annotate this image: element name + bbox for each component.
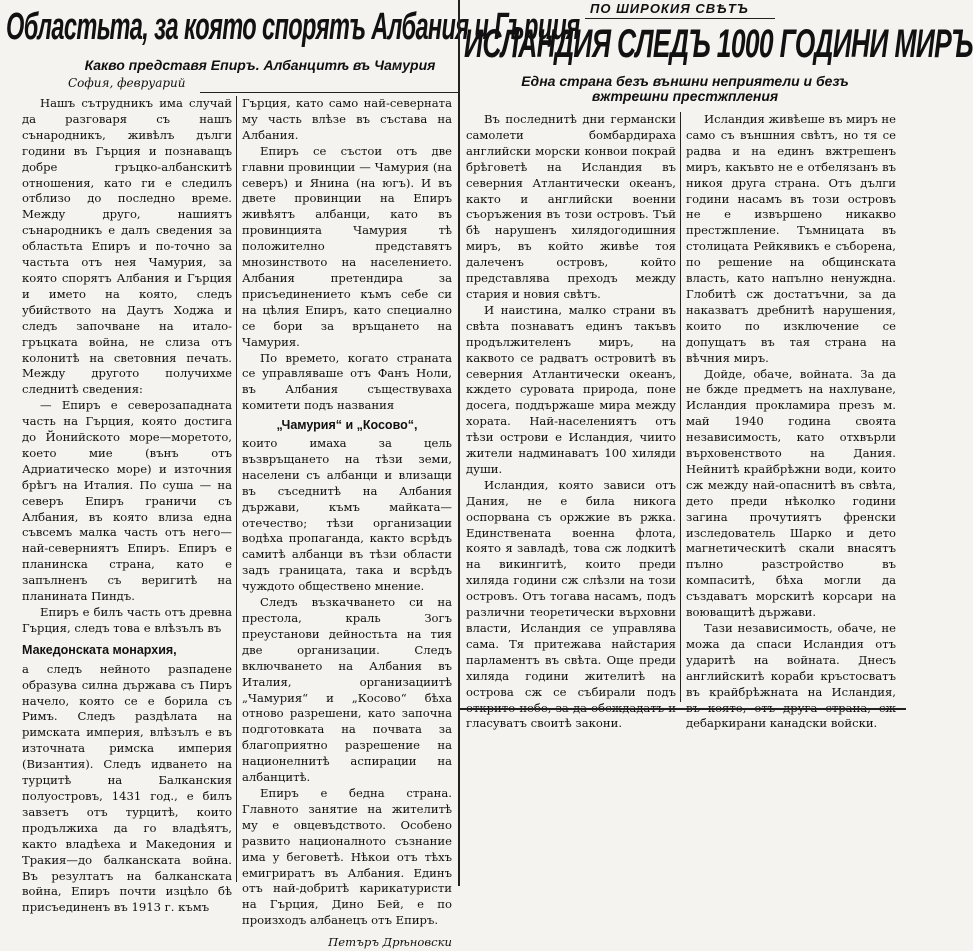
right-column-4 xyxy=(686,112,896,731)
article-bottom-rule xyxy=(460,708,906,710)
article-divider xyxy=(458,0,460,886)
paragraph: Епиръ е билъ часть отъ древна Гърция, следъ това е влѣзълъ въ xyxy=(22,605,232,635)
left-headline: Областьта, за която спорятъ Албания и Гърция xyxy=(6,6,580,48)
paragraph: И наистина, малко страни въ свѣта познаватъ единъ такъвъ продължителенъ миръ, на каквото се радватъ островитѣ въ северния Атлантически океанъ, кждето суровата природа, поне досега, поддържаше мира между хората. Най-населениятъ отъ тѣзи острови е Исландия, чиито жители надминаватъ 100 хиляди души. xyxy=(466,302,676,476)
right-subheadline: Една страна безъ външни неприятели и безъ вжтрешни престжпления xyxy=(521,73,849,104)
paragraph: Епиръ се състои отъ две главни провинции — Чамурия (на северъ) и Янина (на югъ). И въ двете провинции на Епиръ живѣятъ албанци, като въ провинцията Чамурия тѣ положително представятъ мнозинството на населението. Албания претендира за присъединението къмъ себе си на цѣлия Епиръ, като специално се бори за връщането на Чамурия. xyxy=(242,143,452,349)
paragraph: а следъ нейното разпадене образува силна държава съ Пиръ начело, която се е борила съ Римъ. Следъ раздѣлата на римската империя, влѣзълъ е въ източната римска империя (Византия). Следъ идването на турцитѣ на Балканския полуостровъ, 1431 год., е билъ завзетъ отъ турцитѣ, които продължиха да го владѣятъ, както владѣеха и Македония и Тракия—до балканската война. Въ резултатъ на балканската война, Епиръ почти изцѣло бѣ присъединенъ въ 1913 г. къмъ xyxy=(22,661,232,915)
dateline: София, февруарий xyxy=(68,76,186,90)
paragraph: По времето, когато страната се управляваше отъ Фанъ Ноли, въ Албания съществуваха комитети подъ названия xyxy=(242,350,452,413)
paragraph: Епиръ е бедна страна. Главното занятие на жителитѣ му е овцевъдството. Особено развито националното съзнание има у беговетѣ. Нѣкои отъ тѣхъ емигриратъ въ Албания. Единъ отъ най-добритѣ карикатуристи на Гърция, Дино Бей, е по произходъ албанецъ отъ Епиръ. xyxy=(242,785,452,928)
author-signature: Петъръ Дрѣновски xyxy=(328,935,452,950)
paragraph: Следъ възкачването си на престола, краль Зогъ преустанови дейностьта на тия две организации. Следъ включването на Албания въ Италия, организациитѣ „Чамурия“ и „Косово“ бѣха отново разрешени, като започна подготовката на почвата за благоприятно разрешение на национелнитѣ аспирации на албанцитѣ. xyxy=(242,595,452,785)
paragraph: които имаха за цель възвръщането на тѣзи земи, населени съ албанци и влизащи въ съседнитѣ на Албания държави, къмъ майката—отечество; тѣзи организации водѣха пропаганда, както всрѣдъ самитѣ албанци въ тѣзи области задъ границата, така и всрѣдъ чуждото обществено мнение. xyxy=(242,436,452,594)
left-column-2 xyxy=(242,96,452,950)
paragraph: Дойде, обаче, войната. За да не бжде предметъ на нахлуване, Исландия прокламира презъ м. май 1940 година своята независимость, като отхвърли върховенството на Дания. Нейнитѣ крайбрѣжни води, които сж между най-опаснитѣ въ свѣта, дето преди нѣколко години загина прочутиятъ френски изследователь Шарко и дето магнетическитѣ скали внасятъ пълно разстройство въ компаситѣ, бѣха могли да създаватъ морскитѣ корсари на воюващитѣ държави. xyxy=(686,366,896,620)
paragraph: Исландия живѣеше въ миръ не само съ външния свѣтъ, но тя се радва и на единъ вжтрешенъ миръ, какъвто не е отбелязанъ въ никоя друга страна. Отъ дълги години насамъ въ този островъ не е извършено никакво престжпление. Тъмницата въ столицата Рейкявикъ е съборена, по решение на общинската власть, като напълно ненуждна. Глобитѣ сж достатъчни, за да наказватъ дребнитѣ нарушения, които по изключение се допущатъ въ тая страна на вѣчния миръ. xyxy=(686,112,896,365)
column-rule xyxy=(680,112,681,702)
paragraph: — Епиръ е северозападната часть на Гърция, която достига до Йонийското море—моретото, което мие (вънъ отъ Адриатическо море) и източния брѣгъ на Италия. По суша — на северъ Епиръ граничи съ Албания, въ която влиза една съвсемъ малка часть отъ него— най-северниятъ Епиръ. Епиръ е планинска страна, като е запълненъ съ веригитѣ на планината Пиндъ. xyxy=(22,398,232,604)
paragraph: Въ последнитѣ дни германски самолети бомбардираха английски морски конвои покрай брѣговетѣ на Исландия въ северния Атлантически океанъ, както и английски военни съоръжения въ този островъ. Тъй бѣ нарушенъ хилядогодишния миръ, въ който живѣе тоя далеченъ островъ, който представлява преходъ между стария и новия свѣтъ. xyxy=(466,112,676,301)
rubric-rule xyxy=(585,18,775,19)
paragraph: Тази независимость, обаче, не можа да спаси Исландия отъ ударитѣ на войната. Днесъ английскитѣ кораби кръстосватъ въ крайбрѣжната на Исландия, въ която, отъ друга страна, сж дебаркирани канадски войски. xyxy=(686,621,896,731)
right-headline: ИСЛАНДИЯ СЛЕДЪ 1000 ГОДИНИ МИРЪ xyxy=(464,22,973,66)
section-heading-chamuria: „Чамурия“ и „Косово“, xyxy=(276,418,418,433)
right-column-3 xyxy=(466,112,676,731)
paragraph: Гърция, като само най-северната му часть влѣзе въ състава на Албания. xyxy=(242,96,452,142)
paragraph: Нашъ сътрудникъ има случай да разговаря съ нашъ сънародникъ, живѣлъ дълги години въ Гърция и познаващъ добре гръцко-албанскитѣ отношения, като ги е следилъ отблизо до последно време. Между друго, нашиятъ сънародникъ е далъ сведения за областьта Епиръ и по-точно за частьта отъ нея Чамурия, за която спорятъ Албания и Гърция и името на която, следъ убийството на Даутъ Ходжа и следъ започване на итало-гръцката война, не слиза отъ колонитѣ на световния печать. Между другото получихме следнитѣ сведения: xyxy=(22,96,232,397)
left-column-1 xyxy=(22,96,232,915)
left-subheadline: Какво представя Епиръ. Албанцитѣ въ Чамурия xyxy=(84,57,436,73)
paragraph: Исландия, която зависи отъ Дания, не е била никога оспорвана съ оржжие въ ржка. Единствената военна флота, която я завладѣ, това сж лодкитѣ на викингитѣ, които преди хиляда години сж слѣзли на този островъ. Отъ тогава насамъ, подъ различни теоретически върховни власти, Исландия се управлява сама. Тя притежава найстария парламентъ въ свѣта. Още преди хиляда години жителитѣ на острова сж се събирали подъ открито небе, за да обсждадатъ и гласуватъ своитѣ закони. xyxy=(466,477,676,731)
section-heading-macedonia: Македонската монархия, xyxy=(22,642,177,657)
column-rule xyxy=(236,96,237,882)
dateline-rule xyxy=(200,92,460,93)
rubric: ПО ШИРОКИЯ СВѢТЪ xyxy=(590,1,749,16)
